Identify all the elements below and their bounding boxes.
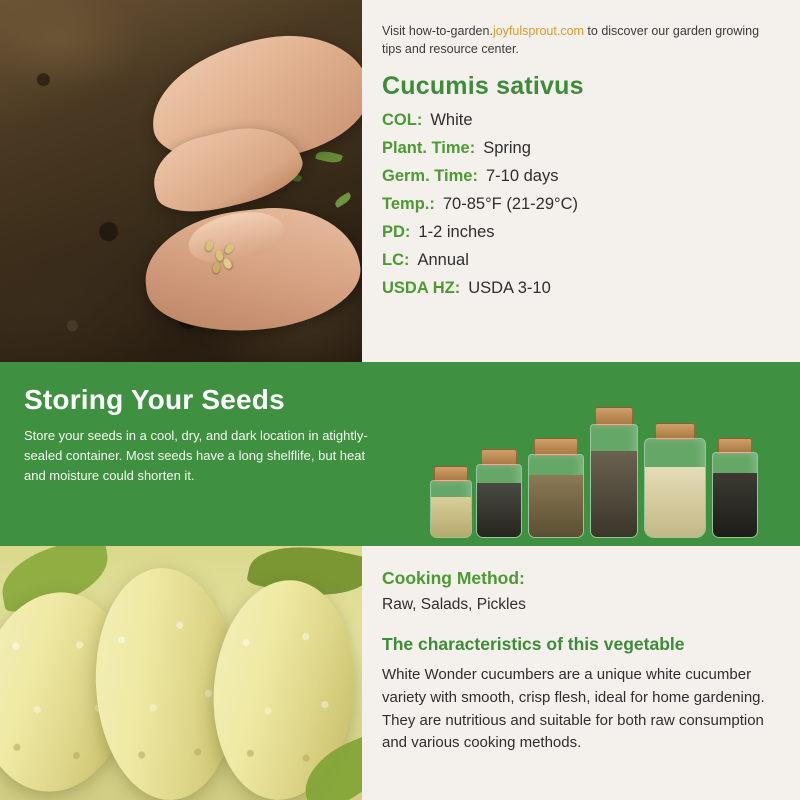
spec-value: 1-2 inches	[418, 223, 495, 242]
spec-row	[382, 111, 778, 130]
seed-storage-jars-photo	[424, 378, 764, 538]
spec-value: 70-85°F (21-29°C)	[442, 195, 579, 214]
cooking-method-value: Raw, Salads, Pickles	[382, 596, 526, 613]
jar-contents	[529, 475, 583, 537]
jar-contents	[713, 473, 757, 537]
spec-label: USDA HZ:	[382, 279, 461, 298]
storage-jar	[476, 464, 522, 538]
species-name: Cucumis sativus	[382, 72, 584, 101]
storage-jar	[528, 454, 584, 538]
storing-body: Store your seeds in a cool, dry, and dark location in atightly-sealed container. Most seeds have a long shelflife, but heat and moisture could shorten it.	[24, 428, 368, 484]
spec-label: COL:	[382, 111, 423, 130]
spec-row	[382, 167, 778, 186]
cooking-and-characteristics-panel	[362, 546, 800, 800]
cooking-method-title: Cooking Method:	[382, 568, 525, 588]
storage-jar	[712, 452, 758, 538]
spec-row	[382, 223, 778, 242]
white-cucumbers-photo	[0, 546, 362, 800]
spec-row	[382, 279, 778, 298]
visit-website-line	[382, 22, 778, 58]
jar-contents	[645, 467, 705, 537]
spec-value: Spring	[483, 139, 531, 158]
spec-row	[382, 139, 778, 158]
species-info-panel	[362, 0, 800, 362]
storage-jar	[644, 438, 706, 538]
jar-contents	[477, 483, 521, 537]
spec-row	[382, 251, 778, 270]
spec-value: USDA 3-10	[468, 279, 551, 298]
storage-jar	[590, 424, 638, 538]
storing-seeds-section	[0, 362, 800, 546]
spec-label: Germ. Time:	[382, 167, 478, 186]
spec-label: LC:	[382, 251, 410, 270]
visit-suffix: to discover our garden growing tips and resource center.	[382, 24, 760, 57]
storing-title: Storing Your Seeds	[24, 384, 285, 415]
spec-value: Annual	[417, 251, 469, 270]
spec-value: 7-10 days	[485, 167, 559, 186]
jar-contents	[591, 451, 637, 537]
spec-label: PD:	[382, 223, 411, 242]
characteristics-body: White Wonder cucumbers are a unique white cucumber variety with smooth, crisp flesh, ideal for home gardening. They are nutritious and suitable for both raw consumption and various cooking methods.	[382, 666, 765, 752]
hand-sowing-seeds-photo	[0, 0, 362, 362]
visit-prefix: Visit how-to-garden.	[382, 24, 493, 38]
website-url[interactable]: joyfulsprout.com	[492, 24, 584, 38]
characteristics-title: The characteristics of this vegetable	[382, 634, 685, 654]
spec-value: White	[430, 111, 473, 130]
storage-jar	[430, 480, 472, 538]
spec-label: Temp.:	[382, 195, 435, 214]
spec-row	[382, 195, 778, 214]
spec-label: Plant. Time:	[382, 139, 476, 158]
top-section	[0, 0, 800, 362]
storing-text-block	[24, 384, 384, 486]
spec-list	[382, 111, 778, 298]
jar-contents	[431, 497, 471, 537]
bottom-section	[0, 546, 800, 800]
